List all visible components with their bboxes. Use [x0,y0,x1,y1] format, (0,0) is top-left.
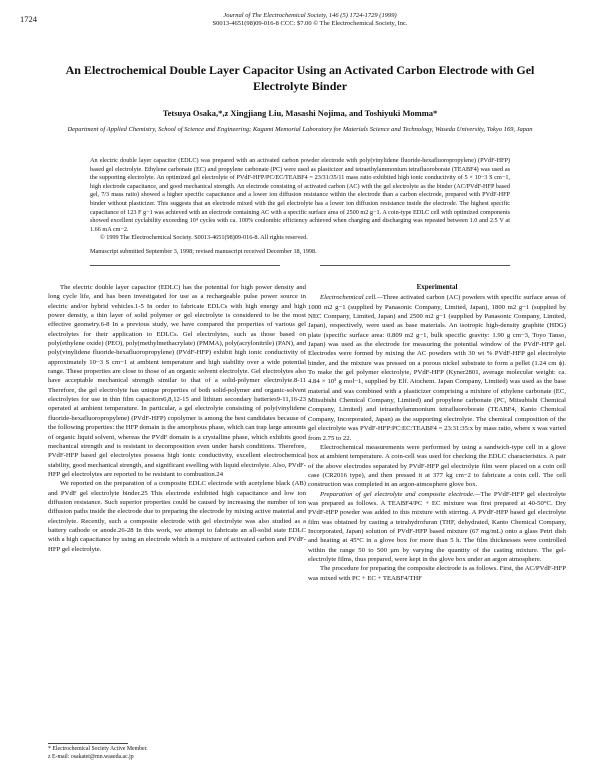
section-divider-left [90,265,280,266]
manuscript-dates: Manuscript submitted September 3, 1998; revised manuscript received December 18, 1998. [90,248,317,255]
cell-text: Three activated carbon (AC) powders with specific surface areas of 1000 m2 g−1 (supplied by Panasonic Company, Limited, Japan), 1800 m2 g−1 (supplied by NEC Company, Limited, Japan) and 2500 m2 g−1 (supplied by Panasonic Company, Limited, Japan), respectively, were used as base materials. An isotropic high-density graphite (HDG) plate (specific surface area: 0.809 m2 g−1, bulk specific gravity: 1.90 g cm−3, Toyo Tanso, Japan) was used as the electrode for measuring the potential window of the PVdF-HFP gel. Electrodes were formed by mixing the AC powders with 30 wt % PVdF-HFP gel electrolyte binder, and the mixture was pressed on a porous nickel substrate to form a pellet (1.24 cm ϕ). To make the gel polymer electrolyte, PVdF-HFP (Kyner2801, average molecular weight: ca. 4.84 × 10⁵ g mol−1, supplied by Elf. Atochem. Japan Company, Limited) was used as the base material and was combined with a plasticizer comprising a mixture of ethylene carbonate (EC, Mitsubishi Chemical Company, Limited) and propylene carbonate (PC, Mitsubishi Chemical Company, Limited) and tetraethylammonium tetrafluoroborate (TEABF4, Kanto Chemical Company, Incorporated, Japan) as the supporting electrolyte. The chemical composition of the gel electrolyte was PVdF-HFP:PC:EC:TEABF4 = 23:31:35:x by mass ratio, where x was varied from 2.75 to 22. [308,294,566,442]
article-title: An Electrochemical Double Layer Capacitor Using an Activated Carbon Electrode with Gel Electrolyte Binder [65,63,535,93]
abstract-text: An electric double layer capacitor (EDLC) was prepared with an activated carbon powder electrode with poly(vinylidene fluoride-hexafluoropropylene) (PVdF-HFP) based gel electrolyte. Ethylene carbonate (EC) and propylene carbonate (PC) were used as plasticizer and tetraethylammonium tetrafluoroborate (TEABF4) was used as the supporting electrolyte. An optimized gel electrolyte of PVdF-HFP/PC/EC/TEABF4 = 23/31/35/11 mass ratio exhibited high ionic conductivity of 5 × 10−3 S cm−1, high electrode capacitance, and good mechanical strength. An electrode consisting of activated carbon (AC) with the gel electrolyte as the binder (AC/PVdF-HFP based gel, 7/3 mass ratio) showed a higher specific capacitance and a lower ion diffusion resistance within the electrode than a carbon electrode, prepared with PVdF-HFP binder without plasticizer. This suggests that an electrode mixed with the gel electrolyte has a lower ion diffusion resistance inside the electrode. The highest specific capacitance of 123 F g−1 was achieved with an electrode containing AC with a specific surface area of 2500 m2 g−1. A coin-type EDLC cell with optimized components showed excellent cyclability exceeding 10⁴ cycles with ca. 100% coulombic efficiency achieved when charging and discharging was repeated between 1.0 and 2.5 V at 1.66 mA cm−2. [90,157,510,233]
experimental-heading: Experimental [416,283,458,291]
page-number: 1724 [20,14,37,24]
cell-paragraph [308,293,566,443]
footnote-rule [48,743,128,744]
cell-subheading: Electrochemical cell.— [320,294,383,302]
footnote-email: z E-mail: osakatet@mn.waseda.ac.jp [48,753,134,760]
preparation-text: The PVdF-HFP gel electrolyte was prepared as follows. A TEABF4/PC + EC mixture was first prepared at 40-50°C. Dry PVdF-HFP powder was added to this mixture with stirring. A PVdF-HFP based gel electrolyte film was obtained by casting a tetrahydrofuran (THF, dehydrated, Kanto Chemical Company, Incorporated, Japan) solution of PVdF-HFP based mixture (67 mg/mL) onto a glass Petri dish and heating at 45°C in a glove box for more than 5 h. The film thicknesses were controlled within the range 50 to 500 μm by varying the quantity of the casting mixture. The gel-electrolyte films, thus prepared, were kept in the glove box under an argon atmosphere. [308,490,566,563]
intro-paragraph-1: The electric double layer capacitor (EDLC) has the potential for high power density and long cycle life, and has been investigated for use as a rechargeable pulse power source in electric and/or hybrid vehicles.1-5 In order to fabricate EDLCs with high energy and high power density, a thin layer of solid polymer or gel electrolyte is considered to be the most effective geometry.6-8 In a previous study, we have compared the properties of various gel electrolytes for their application to EDLCs. Gel electrolytes, such as those based on poly(ethylene oxide) (PEO), poly(methylmethacrylate) (PMMA), poly(acrylonitrile) (PAN), and poly(vinylidene fluoride-hexafluoropropylene) (PVdF-HFP) exhibit high ionic conductivity of approximately 10−3 S cm−1 at ambient temperature and high stability over a wide potential range. These properties are close to those of an organic solvent electrolyte. Gel electrolytes also have acceptable mechanical strength similar to that of a solid-polymer electrolyte.8-11 Therefore, the gel electrolyte has unique properties of both solid-polymer and organic-solvent electrolytes for use in thin film capacitors6,8,12-15 and lithium secondary batteries9-11,16-23 operated at ambient temperature. In particular, a gel electrolyte consisting of poly(vinylidene fluoride-hexafluoropropylene) (PVdF-HFP) copolymer is among the best candidates because of the following properties: the HFP domain is the amorphous phase, which can trap large amounts of organic liquid solvent, whereas the PVdF domain is a crystalline phase, which exhibits good mechanical strength and is resistant to decomposition even under harsh conditions. Therefore, PVdF-HFP based gel electrolytes possess high ionic conductivity, excellent electrochemical stability, good mechanical strength, and significant swelling with liquid electrolyte. Also, PVdF-HFP gel electrolytes are reported to be resistant to combustion.24 [48,284,306,478]
right-column [308,283,566,583]
measurement-paragraph: Electrochemical measurements were performed by using a sandwich-type cell in a glove box at ambient temperature. A coin-cell was used for checking the EDLC characteristics. A pair of the above electrodes separated by PVdF-HFP gel electrolyte film were placed on a coin cell case (CR2016 type), and then pressed it at 377 kg cm−2 to fabricate a coin cell. The cell construction was completed in an argon-atmosphere glove box. [308,443,566,489]
footnotes [48,743,306,762]
journal-copyright: S0013-4651(98)09-016-8 CCC: $7.00 © The Electrochemical Society, Inc. [212,20,408,27]
footnote-member: * Electrochemical Society Active Member. [48,746,148,752]
section-divider-right [320,265,510,266]
abstract-copyright: © 1999 The Electrochemical Society. S0013-4651(98)09-016-8. All rights reserved. [100,234,308,242]
author-list: Tetsuya Osaka,*,z Xingjiang Liu, Masashi Nojima, and Toshiyuki Momma* [162,108,438,118]
intro-paragraph-2: We reported on the preparation of a composite EDLC electrode with acetylene black (AB) and PVdF gel electrolyte binder.25 This electrode exhibited high capacitance and low ion diffusion resistance. Such superior properties could be caused by increasing the number of ion diffusion paths inside the electrode due to preparing the electrode by mixing active material and electrolyte. Recently, such a composite electrode with gel electrolyte was also studied as a battery cathode or anode.26-28 In this work, we attempt to fabricate an all-solid state EDLC with a high capacitance by using an electrode which is a mixture of activated carbon and PVdF-HFP gel electrolyte. [48,480,306,553]
abstract [90,157,510,243]
left-column [48,283,306,554]
journal-header [190,12,430,28]
preparation-subheading: Preparation of gel electrolyte and composite electrode.— [320,490,481,498]
author-affiliation: Department of Applied Chemistry, School of Science and Engineering; Kagami Memorial Laboratory for Materials Science and Technology, Waseda University, Tokyo 169, Japan [67,126,533,133]
journal-citation: Journal of The Electrochemical Society, 146 (5) 1724-1729 (1999) [223,12,397,19]
preparation-paragraph [308,490,566,565]
procedure-paragraph: The procedure for preparing the composite electrode is as follows. First, the AC/PVdF-HFP was mixed with PC + EC + TEABF4/THF [308,565,566,582]
